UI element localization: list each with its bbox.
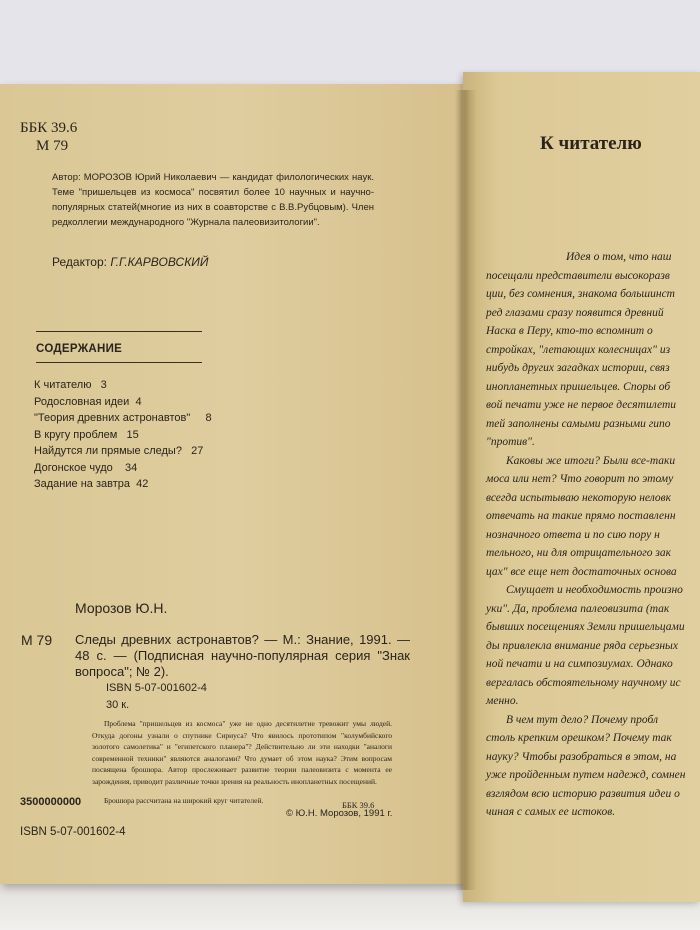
text-line: инопланетных пришельцев. Споры об [486, 380, 671, 393]
toc-item-page: 42 [136, 478, 149, 490]
text-line: Смущает и необходимость произно [506, 584, 683, 596]
text-line: чиная с самых ее истоков. [486, 806, 616, 818]
catalog-code: М 79 [36, 138, 69, 154]
toc-item-page: 27 [191, 445, 204, 457]
table-of-contents [34, 377, 212, 493]
text-line: вой печати уже не первое десятилети [486, 399, 677, 411]
divider-line [36, 362, 202, 363]
text-line: Идея о том, что наш [566, 251, 672, 263]
annotation-audience: Брошюра рассчитана на широкий круг читателей. [104, 796, 264, 805]
toc-item-page: 3 [100, 379, 107, 391]
text-line: всегда испытываю некоторую неловк [486, 491, 671, 504]
text-line: менно. [486, 695, 519, 707]
text-line: Наска в Перу, кто-то вспомнит о [486, 325, 653, 337]
toc-item-page: 34 [125, 461, 138, 474]
annotation: Проблема "пришельцев из космоса" уже не одно десятилетие тревожит умы людей. Откуда догоны узнали о спутнике Сириуса? Что явилось прототипом "колумбийского золотого самолетика" и "египетского планера"? Действительно ли эти находки "аналоги современной техники" являются аналогами? Что думает об этом наука? Этим вопросам посвящена брошюра. Автор прослеживает развитие теории палеовизита с момента ее зарождения, приводит различные точки зрения на реальность инопланетных посещений. [92, 719, 392, 786]
text-line: науку? Чтобы разобраться в этом, на [486, 750, 677, 763]
text-line: "против". [486, 436, 535, 448]
toc-item-title: "Теория древних астронавтов" [34, 412, 191, 424]
text-line: взглядом всю историю развития идеи о [486, 787, 680, 800]
copyright: © Ю.Н. Морозов, 1991 г. [286, 808, 393, 819]
chapter-title: К читателю [540, 133, 642, 154]
author-info: Автор: МОРОЗОВ Юрий Николаевич — кандидат филологических наук. Теме "пришельцев из космоса" посвятил более 10 научных и научно-популярных статей(многие из них в соавторстве с В.В.Рубцовым). Член редколлегии международного "Журнала палеовизитологии". [52, 172, 374, 228]
text-line: бывших посещениях Земли пришельцами [486, 621, 685, 633]
text-line: уже пройденным путем надежд, сомнен [486, 769, 686, 781]
text-line: нибудь других загадках истории, связ [486, 362, 670, 374]
editor-name: Г.Г.КАРВОВСКИЙ [110, 255, 209, 269]
isbn-bottom: ISBN 5-07-001602-4 [20, 826, 126, 838]
book-gutter [455, 90, 477, 890]
text-line: нозначного ответа и по сию пору н [486, 528, 660, 541]
text-line: уки". Да, проблема палеовизита (так [486, 602, 670, 615]
chapter-text [486, 248, 700, 822]
toc-item-page: 4 [135, 395, 142, 408]
bbk-small: ББК 39.6 [342, 800, 375, 810]
toc-title: СОДЕРЖАНИЕ [36, 343, 123, 355]
text-line: Каковы же итоги? Были все-таки [506, 454, 676, 467]
toc-item-page: 15 [126, 428, 139, 441]
barcode-number: 3500000000 [20, 796, 82, 808]
text-line: ной печати и на симпозиумах. Однако [486, 658, 673, 670]
toc-item [34, 443, 212, 460]
text-line: ды привлекла внимание ряда серьезных [486, 639, 678, 652]
text-line: ции, без сомнения, знакома большинст [486, 288, 675, 300]
toc-item-title: Задание на завтра [34, 478, 130, 490]
toc-item [34, 410, 212, 427]
toc-item-page: 8 [205, 412, 212, 424]
text-line: тельного, ни для отрицательного зак [486, 547, 671, 559]
toc-item [34, 394, 212, 411]
toc-item-title: Родословная идеи [34, 395, 130, 408]
text-line: отвечать на такие прямо поставленн [486, 510, 676, 522]
text-line: цах" все еще нет достаточных основа [486, 565, 677, 578]
text-line: тей заполнены самыми разными гипо [486, 417, 671, 430]
text-line: посещали представители высокоразв [486, 269, 670, 282]
divider-line [36, 331, 202, 332]
editor-label: Редактор: [52, 255, 107, 269]
text-line: В чем тут дело? Почему пробл [506, 713, 659, 726]
toc-item-title: Догонское чудо [34, 461, 113, 474]
catalog-author: Морозов Ю.Н. [75, 600, 168, 616]
text-line: ред глазами сразу появится древний [486, 306, 664, 319]
catalog-card-code: М 79 [21, 632, 53, 648]
bbk-code: ББК 39.6 [20, 120, 78, 136]
toc-item [34, 377, 212, 394]
text-line: стройках, "летающих колесницах" из [486, 343, 671, 356]
toc-item [34, 427, 212, 444]
editor-line [52, 255, 208, 269]
toc-item-title: Найдутся ли прямые следы? [34, 445, 182, 457]
text-line: столь крепким орешком? Почему так [486, 732, 672, 744]
text-line: моса или нет? Что говорит по этому [486, 473, 674, 485]
catalog-description: Следы древних астронавтов? — М.: Знание, 1991. — 48 с. — (Подписная научно-популярная серия "Знак вопроса"; № 2). [75, 632, 410, 679]
catalog-isbn: ISBN 5-07-001602-4 [106, 682, 207, 694]
toc-item [34, 476, 212, 493]
toc-item-title: К читателю [34, 379, 92, 391]
toc-item [34, 460, 212, 477]
price: 30 к. [106, 699, 130, 711]
toc-item-title: В кругу проблем [34, 428, 118, 441]
text-line: вергалась обстоятельному научному ис [486, 676, 681, 689]
